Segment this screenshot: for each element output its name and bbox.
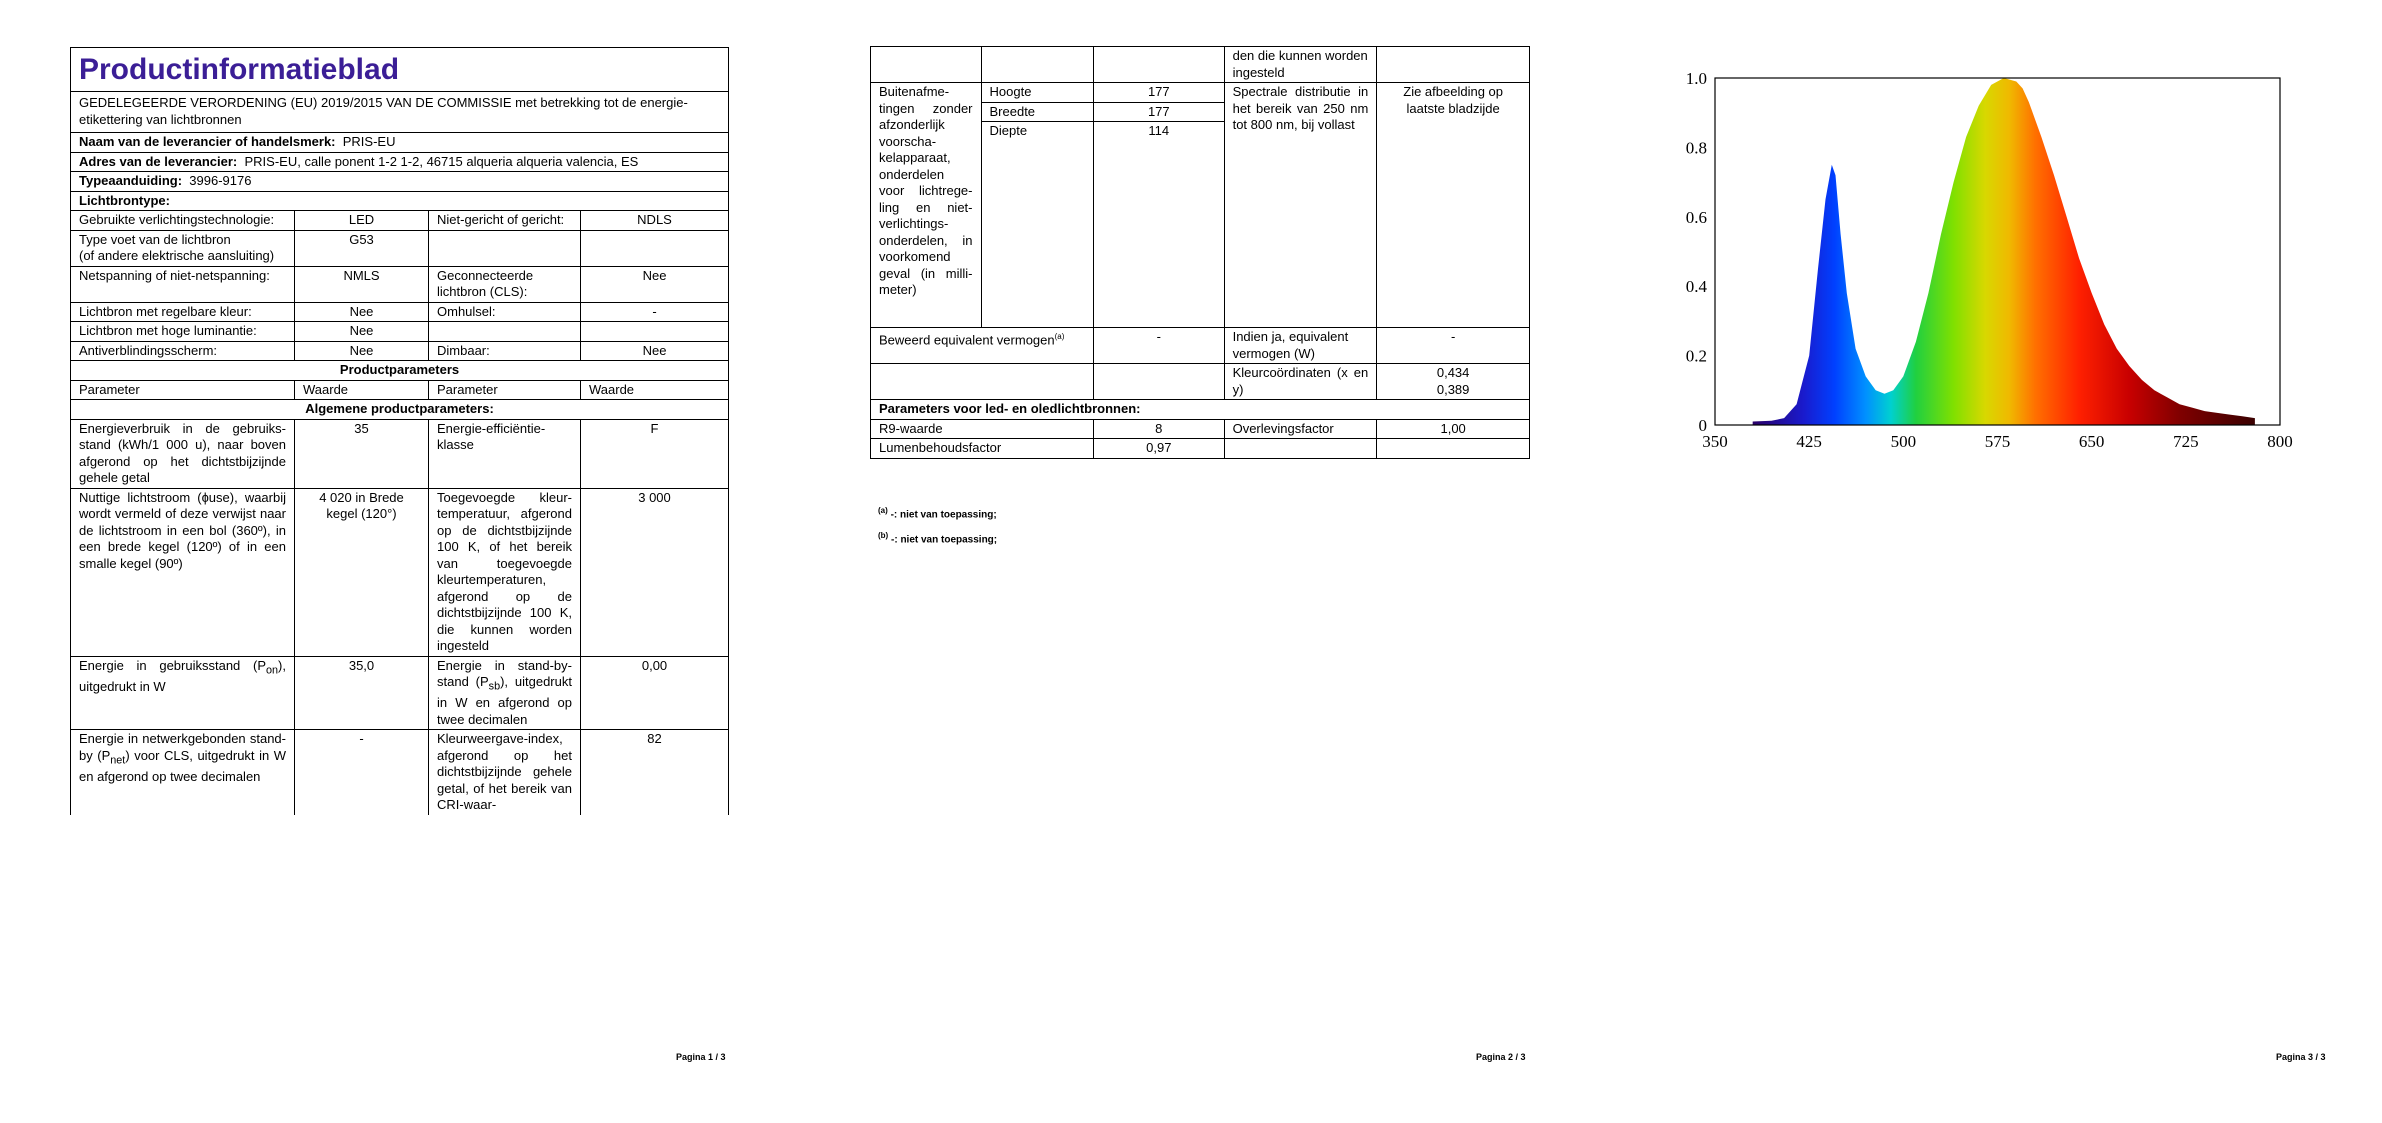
- regulation-text: GEDELEGEERDE VERORDENING (EU) 2019/2015 VAN DE COMMISSIE met betrekking tot de energie-etikettering van lichtbronnen: [71, 92, 729, 133]
- x-tick-label: 650: [2078, 432, 2105, 451]
- mains-label: Netspanning of niet-netspanning:: [71, 266, 295, 302]
- equivalent-power-label: Indien ja, equivalent vermogen (W): [1224, 328, 1377, 364]
- cls-value: Nee: [581, 266, 729, 302]
- energy-consumption-label: Energieverbruik in de gebruiksstand (kWh/1 000 u), naar boven afgerond op het dichtstbijzijnde gehele getal: [71, 419, 295, 488]
- pnet-value: -: [295, 730, 429, 815]
- empty-cell: [1094, 47, 1225, 83]
- empty-cell: [1224, 439, 1377, 459]
- empty-cell: [429, 230, 581, 266]
- mains-value: NMLS: [295, 266, 429, 302]
- chromaticity-label: Kleurcoördinaten (x en y): [1224, 364, 1377, 400]
- spectral-value: Zie afbeelding op laatste bladzijde: [1377, 83, 1530, 328]
- envelope-label: Omhulsel:: [429, 302, 581, 322]
- pnet-label: Energie in netwerkgebonden stand-by $(P_{net})$ voor CLS, uitgedrukt in W en afgerond op twee decimalen: [71, 730, 295, 815]
- y-tick-label: 0: [1698, 416, 1707, 435]
- dimensions-label: Buitenafmetingen zonder afzonderlijk voorschakelapparaat, onderdelen voor lichtregeling en niet-verlichtingsonderdelen, in voorkomend geval (in millimeter): [871, 83, 982, 328]
- equivalent-power-claim-label: Beweerd equivalent vermogen$^{(a)}$: [871, 328, 1094, 364]
- height-value: 177: [1094, 83, 1225, 103]
- page-number: Pagina 2 / 3: [1476, 1052, 1526, 1062]
- cap-value: G53: [295, 230, 429, 266]
- width-value: 177: [1094, 102, 1225, 122]
- product-params-heading: Productparameters: [71, 361, 729, 381]
- width-label: Breedte: [981, 102, 1094, 122]
- technology-value: LED: [295, 211, 429, 231]
- spectrum-area: [1753, 78, 2255, 425]
- lumen-maintenance-label: Lumenbehoudsfactor: [871, 439, 1094, 459]
- col-header-value: Waarde: [295, 380, 429, 400]
- footnote-b: $^{(b)}$ -: niet van toepassing;: [878, 531, 998, 546]
- product-info-table-1: [70, 47, 729, 815]
- col-header-value: Waarde: [581, 380, 729, 400]
- colour-tunable-label: Lichtbron met regelbare kleur:: [71, 302, 295, 322]
- x-tick-label: 500: [1890, 432, 1917, 451]
- survival-value: 1,00: [1377, 419, 1530, 439]
- col-header-parameter: Parameter: [429, 380, 581, 400]
- empty-cell: [1094, 364, 1225, 400]
- flux-label: Nuttige lichtstroom (ɸuse), waarbij wordt vermeld of deze verwijst naar de lichtstroom in een bol (360º), in een brede kegel (120º) of in een smalle kegel (90º): [71, 488, 295, 656]
- footnotes: [878, 500, 997, 551]
- supplier-row: Naam van de leverancier of handelsmerk: PRIS-EU: [71, 133, 729, 153]
- survival-label: Overlevingsfactor: [1224, 419, 1377, 439]
- equivalent-power-claim-value: -: [1094, 328, 1225, 364]
- cct-value: 3 000: [581, 488, 729, 656]
- technology-label: Gebruikte verlichtingstechnologie:: [71, 211, 295, 231]
- col-header-parameter: Parameter: [71, 380, 295, 400]
- pon-value: 35,0: [295, 656, 429, 730]
- general-params-heading: Algemene productparameters:: [71, 400, 729, 420]
- empty-cell: [1377, 47, 1530, 83]
- empty-cell: [981, 47, 1094, 83]
- antiglare-label: Antiverblindingsscherm:: [71, 341, 295, 361]
- led-params-heading: Parameters voor led- en oledlichtbronnen:: [871, 400, 1530, 420]
- r9-label: R9-waarde: [871, 419, 1094, 439]
- cri-label: Kleurweergave-index, afgerond op het dichtstbijzijnde gehele getal, of het bereik van CRI-waar-: [429, 730, 581, 815]
- energy-consumption-value: 35: [295, 419, 429, 488]
- lightsource-type-heading: Lichtbrontype:: [71, 191, 729, 211]
- depth-label: Diepte: [981, 122, 1094, 328]
- y-tick-label: 0.8: [1685, 138, 1707, 158]
- continued-text: den die kunnen worden ingesteld: [1224, 47, 1377, 83]
- x-axis-ticks: [1702, 432, 2293, 451]
- x-tick-label: 350: [1702, 432, 1728, 451]
- chromaticity-value: 0,434 0,389: [1377, 364, 1530, 400]
- dimmable-label: Dimbaar:: [429, 341, 581, 361]
- depth-value: 114: [1094, 122, 1225, 328]
- high-luminance-value: Nee: [295, 322, 429, 342]
- cct-label: Toegevoegde kleurtemperatuur, afgerond op de dichtstbijzijnde 100 K, of het bereik van toegevoegde kleurtemperaturen, afgerond op de dichtstbijzijnde 100 K, die kunnen worden ingesteld: [429, 488, 581, 656]
- flux-value: 4 020 in Brede kegel (120°): [295, 488, 429, 656]
- high-luminance-label: Lichtbron met hoge luminantie:: [71, 322, 295, 342]
- antiglare-value: Nee: [295, 341, 429, 361]
- equivalent-power-value: -: [1377, 328, 1530, 364]
- psb-label: Energie in stand-bystand $(P_{sb})$, uitgedrukt in W en afgerond op twee decimalen: [429, 656, 581, 730]
- y-axis-ticks: [1686, 69, 1708, 435]
- y-tick-label: 1.0: [1685, 69, 1707, 88]
- x-tick-label: 425: [1796, 432, 1822, 451]
- pon-label: Energie in gebruiksstand $(P_{on})$, uitgedrukt in W: [71, 656, 295, 730]
- y-tick-label: 0.6: [1685, 207, 1707, 227]
- empty-cell: [581, 322, 729, 342]
- page-1: [0, 0, 794, 1123]
- empty-cell: [429, 322, 581, 342]
- spectral-label: Spectrale distributie in het bereik van 250 nm tot 800 nm, bij vollast: [1224, 83, 1377, 328]
- cls-label: Geconnecteerde lichtbron (CLS):: [429, 266, 581, 302]
- envelope-value: -: [581, 302, 729, 322]
- spectral-distribution-chart: [1660, 60, 2310, 460]
- x-tick-label: 725: [2173, 432, 2199, 451]
- y-tick-label: 0.2: [1685, 346, 1707, 366]
- product-info-table-2: [870, 46, 1530, 459]
- height-label: Hoogte: [981, 83, 1094, 103]
- empty-cell: [581, 230, 729, 266]
- empty-cell: [871, 47, 982, 83]
- r9-value: 8: [1094, 419, 1225, 439]
- directional-label: Niet-gericht of gericht:: [429, 211, 581, 231]
- model-row: Typeaanduiding: 3996-9176: [71, 172, 729, 192]
- address-row: Adres van de leverancier: PRIS-EU, calle ponent 1-2 1-2, 46715 alqueria alqueria valencia, ES: [71, 152, 729, 172]
- psb-value: 0,00: [581, 656, 729, 730]
- empty-cell: [1377, 439, 1530, 459]
- colour-tunable-value: Nee: [295, 302, 429, 322]
- directional-value: NDLS: [581, 211, 729, 231]
- cri-value: 82: [581, 730, 729, 815]
- dimmable-value: Nee: [581, 341, 729, 361]
- page-title: Productinformatieblad: [71, 48, 729, 92]
- x-tick-label: 575: [1984, 432, 2011, 451]
- x-tick-label: 800: [2267, 432, 2293, 451]
- plot-area: [1715, 78, 2280, 425]
- energy-class-value: F: [581, 419, 729, 488]
- energy-class-label: Energie-efficiëntieklasse: [429, 419, 581, 488]
- y-tick-label: 0.4: [1685, 277, 1707, 297]
- footnote-a: $^{(a)}$ -: niet van toepassing;: [878, 506, 997, 521]
- page-number: Pagina 3 / 3: [2276, 1052, 2326, 1062]
- page-number: Pagina 1 / 3: [676, 1052, 726, 1062]
- lumen-maintenance-value: 0,97: [1094, 439, 1225, 459]
- empty-cell: [871, 364, 1094, 400]
- cap-label: Type voet van de lichtbron (of andere elektrische aansluiting): [71, 230, 295, 266]
